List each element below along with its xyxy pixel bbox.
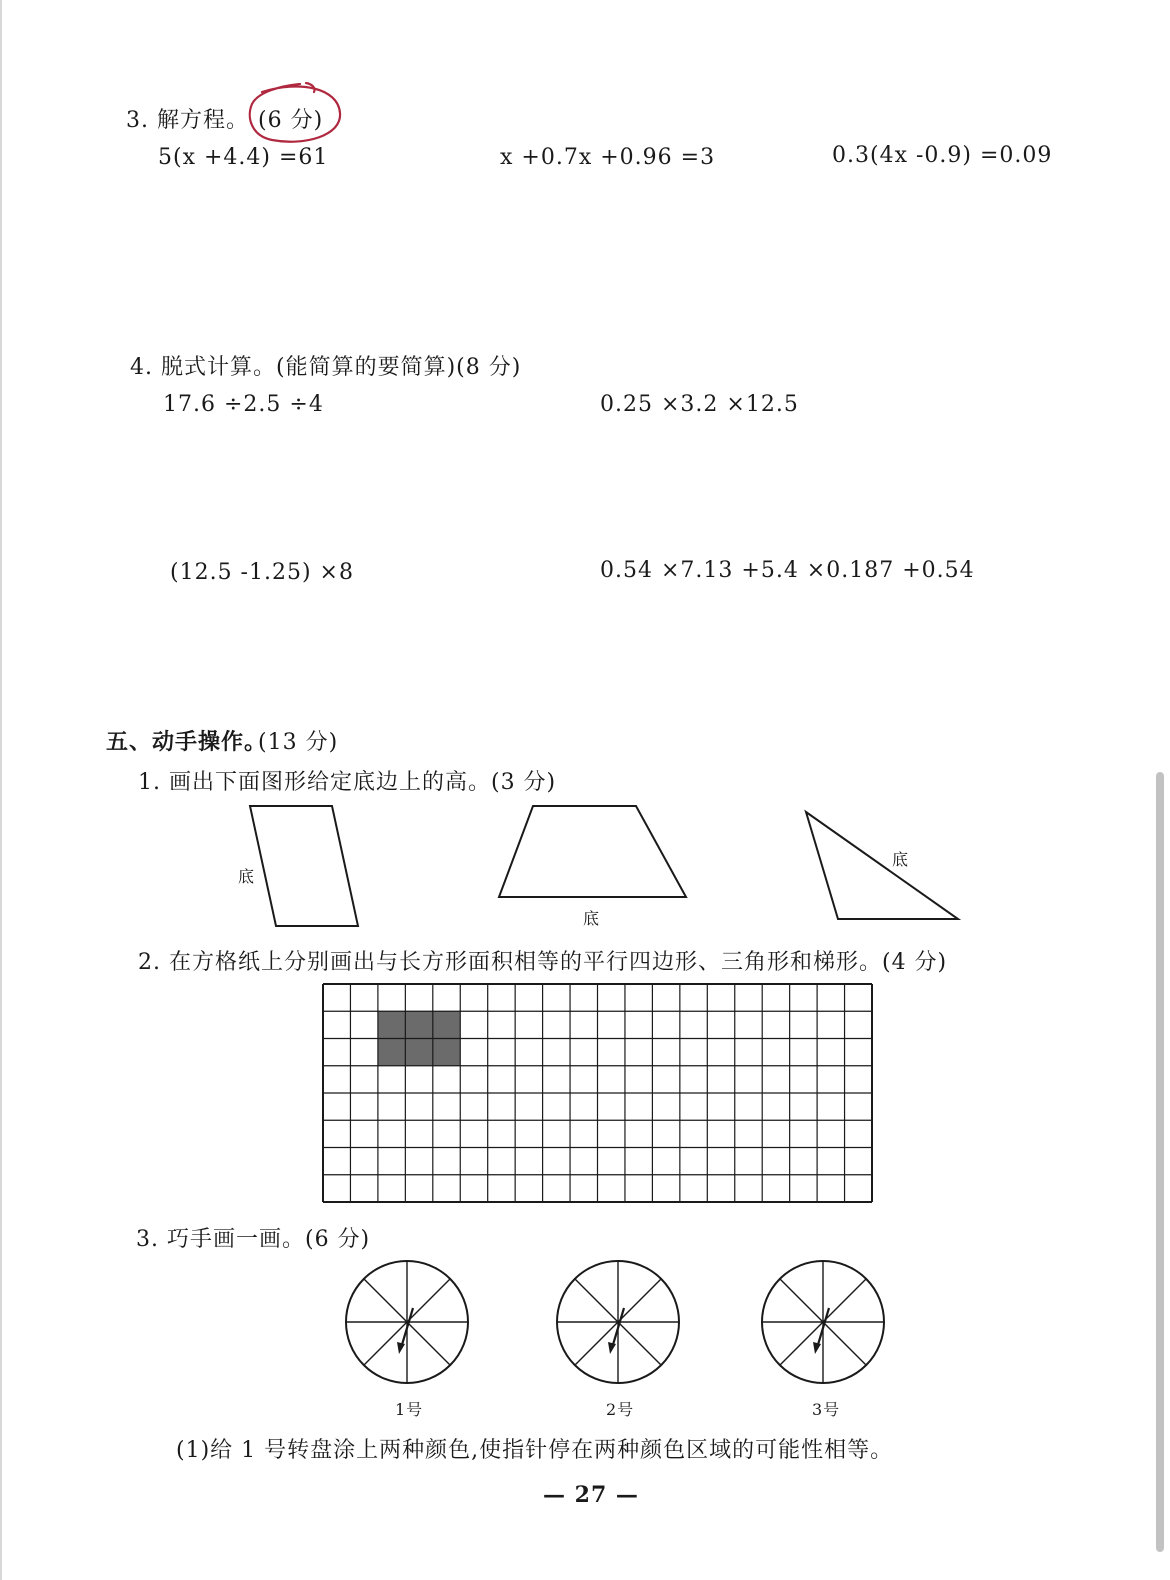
q3-heading: 3. 解方程。 [126, 108, 249, 133]
p1-heading: 1. 画出下面图形给定底边上的高。(3 分) [138, 770, 557, 795]
q4-expression-3: (12.5 -1.25) ×8 [170, 560, 354, 585]
p3-heading: 3. 巧手画一画。(6 分) [136, 1227, 371, 1252]
p3-sub-question-1: (1)给 1 号转盘涂上两种颜色,使指针停在两种颜色区域的可能性相等。 [176, 1438, 894, 1463]
parallelogram-base-label: 底 [238, 867, 256, 886]
spinner-pointer-head [813, 1342, 821, 1354]
triangle-base-label: 底 [892, 850, 910, 869]
spinner-1-label: 1号 [395, 1400, 424, 1419]
spinner-2-label: 2号 [606, 1400, 635, 1419]
p2-heading: 2. 在方格纸上分别画出与长方形面积相等的平行四边形、三角形和梯形。(4 分) [138, 950, 948, 975]
q3-equation-2: x +0.7x +0.96 =3 [500, 145, 716, 170]
spinner-1 [346, 1261, 468, 1383]
page-number: — 27 — [543, 1482, 639, 1508]
q4-expression-2: 0.25 ×3.2 ×12.5 [600, 392, 799, 417]
q4-heading: 4. 脱式计算。(能简算的要简算)(8 分) [130, 355, 522, 380]
spinner-pointer-head [397, 1342, 405, 1354]
spinner-2 [557, 1261, 679, 1383]
spinner-pointer-head [608, 1342, 616, 1354]
section5-score: (13 分) [258, 730, 339, 755]
q3-equation-1: 5(x +4.4) =61 [158, 145, 329, 170]
q4-expression-4: 0.54 ×7.13 +5.4 ×0.187 +0.54 [600, 558, 975, 583]
spinner-3-label: 3号 [812, 1400, 841, 1419]
section5-heading: 五、动手操作。 [106, 729, 268, 755]
q3-score: (6 分) [258, 108, 324, 133]
scrollbar-thumb[interactable] [1156, 772, 1164, 1552]
q3-equation-3: 0.3(4x -0.9) =0.09 [832, 143, 1053, 168]
spinner-3 [762, 1261, 884, 1383]
q4-expression-1: 17.6 ÷2.5 ÷4 [163, 392, 324, 417]
trapezoid-base-label: 底 [583, 909, 601, 928]
